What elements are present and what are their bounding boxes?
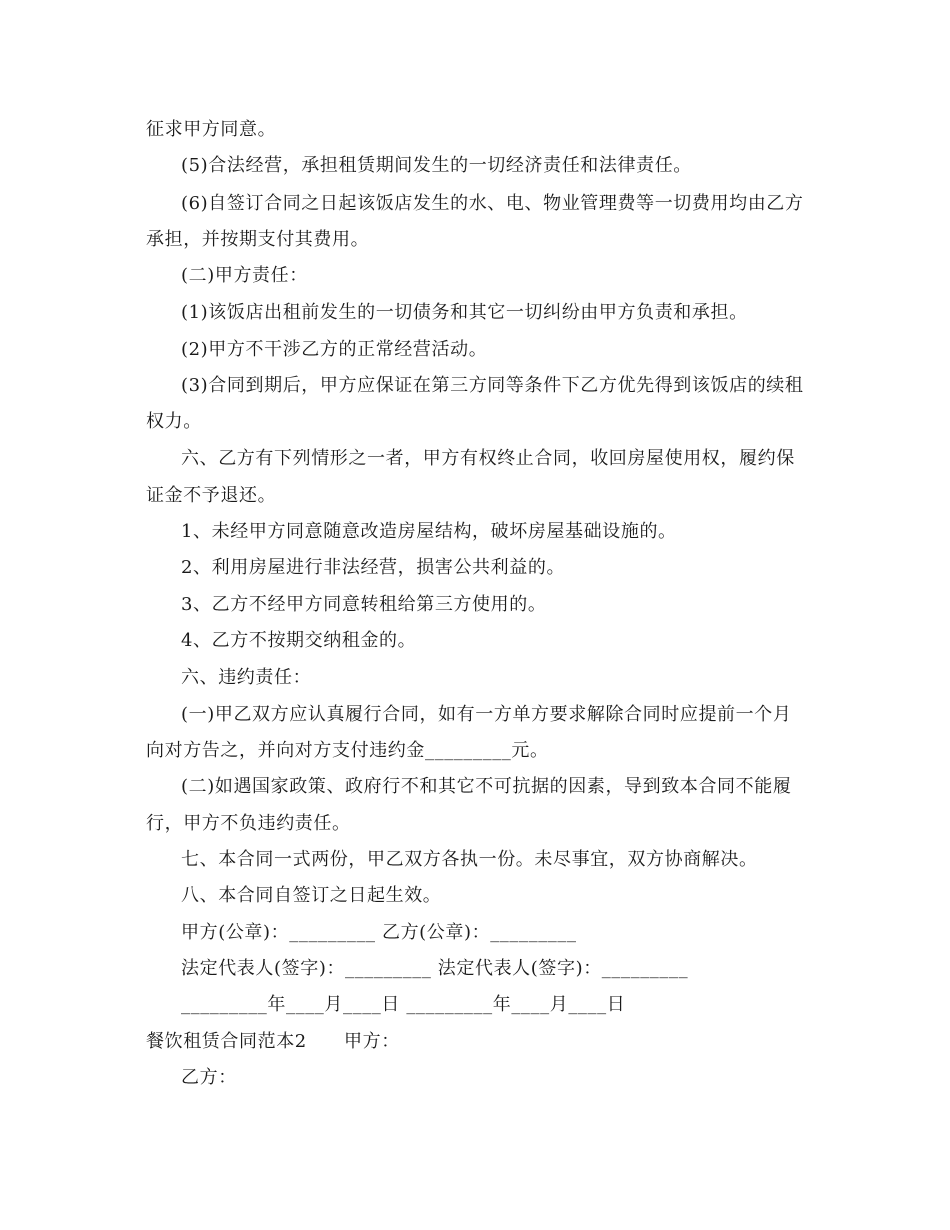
paragraph-line: 向对方告之，并向对方支付违约金_________元。 (146, 740, 549, 761)
list-item: 3、乙方不经甲方同意转租给第三方使用的。 (181, 594, 547, 615)
paragraph-line: 七、本合同一式两份，甲乙双方各执一份。未尽事宜，双方协商解决。 (181, 849, 758, 870)
signature-line-date: _________年____月____日 _________年____月____日 (181, 994, 626, 1015)
paragraph-line: 八、本合同自签订之日起生效。 (181, 885, 442, 906)
paragraph-line: (1)该饭店出租前发生的一切债务和其它一切纠纷由甲方负责和承担。 (181, 302, 748, 323)
paragraph-line: (5)合法经营，承担租赁期间发生的一切经济责任和法律责任。 (181, 155, 692, 176)
section-heading: (二)甲方责任： (181, 265, 308, 286)
signature-line-seal: 甲方(公章)：_________ 乙方(公章)：_________ (181, 922, 577, 943)
paragraph-line: (3)合同到期后，甲方应保证在第三方同等条件下乙方优先得到该饭店的续租 (181, 375, 804, 396)
list-item: 4、乙方不按期交纳租金的。 (181, 630, 417, 651)
section-heading: 六、违约责任： (181, 667, 312, 688)
paragraph-line: (一)甲乙双方应认真履行合同，如有一方单方要求解除合同时应提前一个月 (181, 704, 792, 725)
list-item: 1、未经甲方同意随意改造房屋结构，破坏房屋基础设施的。 (181, 521, 677, 542)
section-heading: 六、乙方有下列情形之一者，甲方有权终止合同，收回房屋使用权，履约保 (181, 448, 795, 469)
party-b-label: 乙方： (181, 1067, 237, 1088)
paragraph-line: 证金不予退还。 (146, 485, 277, 506)
contract-title: 餐饮租赁合同范本2 甲方： (146, 1031, 400, 1052)
signature-line-representative: 法定代表人(签字)：_________ 法定代表人(签字)：_________ (181, 958, 689, 979)
paragraph-line: 承担，并按期支付其费用。 (146, 229, 370, 250)
list-item: 2、利用房屋进行非法经营，损害公共利益的。 (181, 557, 566, 578)
paragraph-line: (6)自签订合同之日起该饭店发生的水、电、物业管理费等一切费用均由乙方 (181, 193, 804, 214)
paragraph-line: (2)甲方不干涉乙方的正常经营活动。 (181, 339, 488, 360)
paragraph-line: 行，甲方不负违约责任。 (146, 813, 351, 834)
paragraph-line: 权力。 (146, 411, 202, 432)
paragraph-line: (二)如遇国家政策、政府行不和其它不可抗据的因素，导到致本合同不能履 (181, 776, 792, 797)
paragraph-line: 征求甲方同意。 (146, 119, 277, 140)
